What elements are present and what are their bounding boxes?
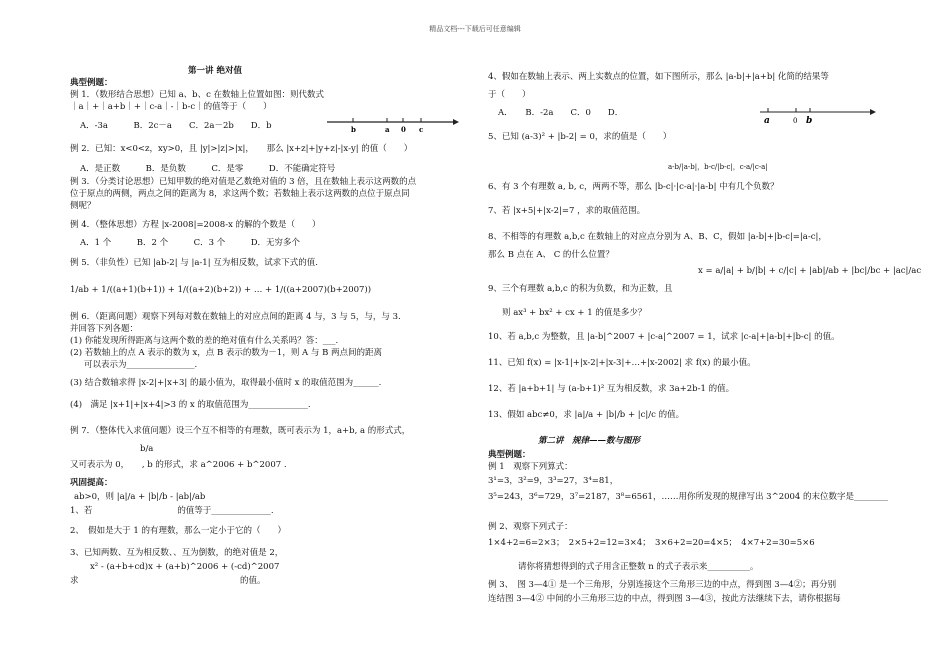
lecture-2-example-3-cont: 连结图 3—4② 中间的小三角形三边的中点，得到图 3—4③，按此方法继续下去，请你根据每 [488, 594, 841, 604]
example-6-intro: 并回答下列各题： [70, 324, 139, 334]
problem-12: 12、若 |a+b+1| 与 (a-b+1)² 互为相反数，求 3a+2b-1 的值。 [488, 384, 735, 394]
lecture-2-example-2: 例 2、观察下列式子： [488, 522, 573, 532]
example-7-cont: 又可表示为 0， , b 的形式，求 a^2006 + b^2007 . [70, 460, 287, 470]
example-4-options: A．1 个 B．2 个 C．3 个 D．无穷多个 [80, 238, 301, 248]
example-5: 例 5．（非负性）已知 |ab-2| 与 |a-1| 互为相反数，试求下式的值. [70, 258, 318, 268]
numberline2-0: 0 [793, 117, 798, 125]
problem-4: 4、假如在数轴上表示、两上实数点的位置，如下图所示，那么 |a-b|+|a+b| 化简的结果等 [488, 72, 829, 82]
powers-row-2: 3⁵=243，3⁶=729，3⁷=2187，3⁸=6561，……用你所发现的规律写出 3^2004 的末位数字是________ [488, 492, 889, 502]
example-1: 例 1．（数形结合思想）已知 a、b、c 在数轴上位置如图：则代数式 [70, 90, 325, 100]
exercise-1-expr: ab>0，则 |a|/a + |b|/b - |ab|/ab [74, 492, 206, 502]
example-2-options: A．是正数 B．是负数 C．是零 D．不能确定符号 [80, 164, 336, 174]
problem-6-fractions: a-b/|a-b|，b-c/|b-c|，c-a/|c-a| [668, 163, 768, 171]
example-3-line3: 侧呢？ [70, 201, 96, 211]
numberline-b: b [351, 125, 356, 134]
example-6: 例 6．（距离问题）观察下列每对数在数轴上的对应点间的距离 4 与，3 与 5，与，与 3. [70, 312, 401, 322]
numberline2-b: b [806, 116, 813, 126]
numberline-c: c [419, 125, 424, 134]
exercise-3-expr: x² - (a+b+cd)x + (a+b)^2006 + (-cd)^2007 [90, 562, 280, 572]
problem-8-cont: 那么 B 点在 A、 C 的什么位置？ [488, 250, 614, 260]
problem-9-ask: 则 ax³ + bx² + cx + 1 的值是多少？ [502, 308, 647, 318]
example-6-q1: (1) 你能发现所得距离与这两个数的差的绝对值有什么关系吗？答：___. [70, 336, 339, 346]
problem-7: 7、若 |x+5|+|x-2|=7 ，求的取值范围。 [488, 206, 646, 216]
number-line-figure-2 [758, 104, 878, 126]
lecture-title: 第一讲 绝对值 [188, 66, 242, 76]
example-3-line2: 位于原点的两侧，两点之间的距离为 8，求这两个数；若数轴上表示这两数的点位于原点同 [70, 189, 410, 199]
lecture-2-example-3: 例 3、 图 3—4① 是一个三角形，分别连接这个三角形三边的中点，得到图 3—4②；再分别 [488, 580, 837, 590]
lecture-2-example-1: 例 1 观察下列算式： [488, 462, 573, 472]
example-6-q2: (2) 若数轴上的点 A 表示的数为 x，点 B 表示的数为－1，则 A 与 B 两点间的距离 [70, 348, 383, 358]
example-1-expr: ｜a｜+｜a+b｜+｜c-a｜-｜b-c｜的值等于（ ） [70, 102, 272, 112]
problem-11: 11、已知 f(x) = |x-1|+|x-2|+|x-3|+…+|x-2002| 求 f(x) 的最小值。 [488, 358, 756, 368]
page-header: 精品文档---下载后可任意编辑 [429, 25, 521, 33]
problem-4-options: A． B．-2a C．0 D． [498, 108, 624, 118]
lecture-2-title: 第二讲 规律——数与图形 [538, 436, 641, 446]
example-6-q4: (4) 满足 |x+1|+|x+4|>3 的 x 的取值范围为______________. [70, 400, 311, 410]
example-2: 例 2．已知：x<0<z，xy>0，且 |y|>|z|>|x|， 那么 |x+z|+|y+z|-|x-y| 的值（ ） [70, 144, 413, 154]
example-3-line1: 例 3．（分类讨论思想）已知甲数的绝对值是乙数绝对值的 3 倍，且在数轴上表示这两数的点 [70, 177, 417, 187]
number-line-figure [325, 110, 460, 136]
exercise-2: 2、 假如是大于 1 的有理数，那么一定小于它的（ ） [70, 526, 286, 536]
section-heading: 典型例题： [70, 78, 113, 88]
powers-row-1: 3¹=3，3²=9，3³=27，3⁴=81， [488, 476, 619, 486]
problem-9: 9、三个有理数 a,b,c 的积为负数，和为正数，且 [488, 284, 673, 294]
example-6-q3: (3) 结合数轴求得 |x-2|+|x+3| 的最小值为，取得最小值时 x 的取值范围为______. [70, 378, 382, 388]
problem-4-cont: 于（ ） [488, 90, 531, 100]
exercise-3-ask: 求 的值。 [70, 576, 266, 586]
example-5-series: 1/ab + 1/((a+1)(b+1)) + 1/((a+2)(b+2)) + … + 1/((a+2007)(b+2007)) [70, 285, 372, 295]
pattern-prompt: 请你将猜想得到的式子用含正整数 n 的式子表示来__________。 [518, 562, 759, 572]
numberline2-a: a [764, 116, 770, 126]
problem-10: 10、若 a,b,c 为整数，且 |a-b|^2007 + |c-a|^2007 = 1，试求 |c-a|+|a-b|+|b-c| 的值。 [488, 332, 840, 342]
problem-13: 13、假如 abc≠0，求 |a|/a + |b|/b + |c|/c 的值。 [488, 410, 685, 420]
problem-5: 5、已知 (a-3)² + |b-2| = 0，求的值是（ ） [488, 132, 672, 142]
exercise-3: 3、已知两数、互为相反数、、互为倒数，的绝对值是 2， [70, 548, 284, 558]
example-6-q2-answer: 可以表示为________________. [84, 360, 198, 370]
example-4: 例 4．（整体思想）方程 |x-2008|=2008-x 的解的个数是（ ） [70, 220, 321, 230]
example-7: 例 7．（整体代入求值问题）设三个互不相等的有理数，既可表示为 1，a+b, a 的形式式， [70, 426, 411, 436]
problem-9-formula: x = a/|a| + b/|b| + c/|c| + |ab|/ab + |bc|/bc + |ac|/ac [698, 266, 922, 276]
example-7-fraction: b/a [140, 444, 154, 454]
problem-8: 8、不相等的有理数 a,b,c 在数轴上的对应点分别为 A、B、C，假如 |a-b|+|b-c|=|a-c|， [488, 232, 827, 242]
example-1-options: A．-3a B．2c－a C．2a－2b D．b [80, 121, 272, 131]
problem-6: 6、有 3 个有理数 a, b, c，两两不等，那么 |b-c|·|c-a|·|a-b| 中有几个负数？ [488, 182, 779, 192]
pattern-expressions: 1×4+2=6=2×3； 2×5+2=12=3×4； 3×6+2=20=4×5； 4×7+2=30=5×6 [488, 538, 815, 548]
lecture-2-section: 典型例题： [488, 450, 531, 460]
exercise-1: 1、若 的值等于______________. [70, 506, 274, 516]
consolidation-heading: 巩固提高： [70, 478, 113, 488]
numberline-a: a [385, 125, 390, 134]
numberline-0: 0 [401, 125, 406, 134]
